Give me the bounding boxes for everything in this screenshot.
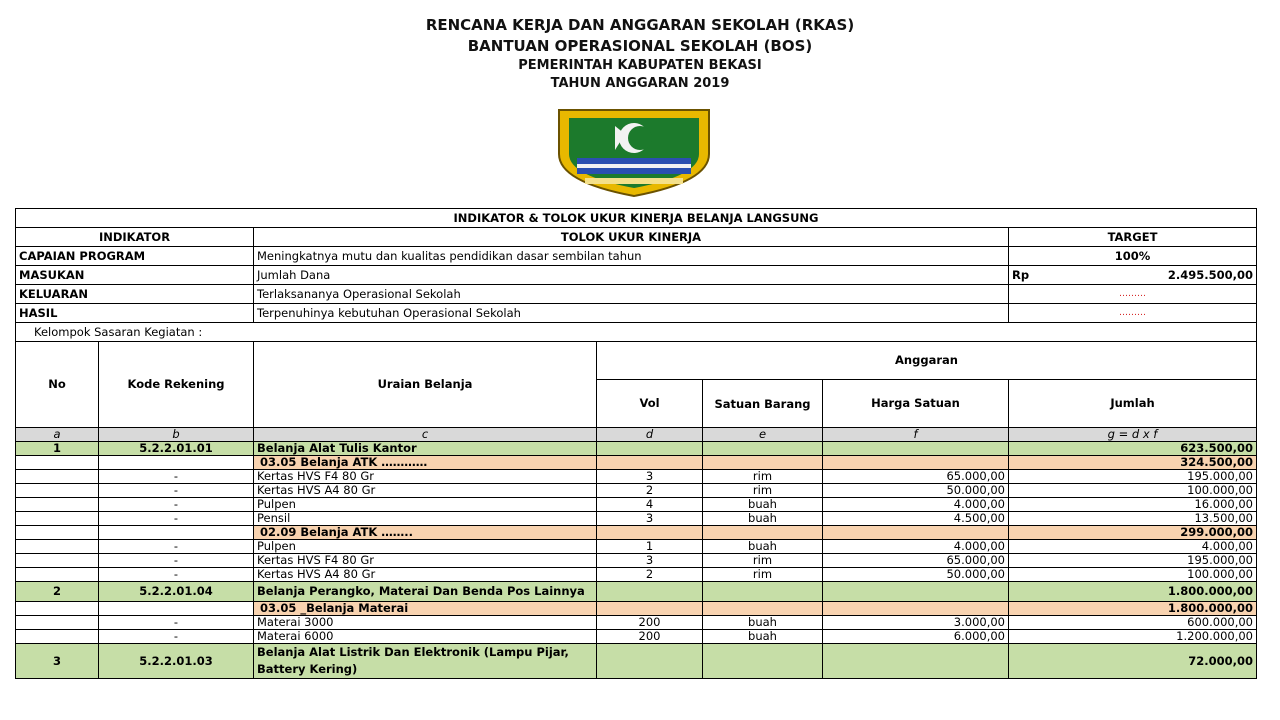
- indicator-row: [16, 285, 1257, 304]
- row-no: [16, 554, 99, 568]
- row-kode-rekening: 5.2.2.01.03: [99, 644, 254, 679]
- budget-row: [16, 616, 1257, 630]
- letter-cell: g = d x f: [1009, 428, 1257, 442]
- col-harga-satuan: Harga Satuan: [823, 380, 1009, 428]
- row-uraian: Kertas HVS A4 80 Gr: [254, 568, 597, 582]
- title-line-1: RENCANA KERJA DAN ANGGARAN SEKOLAH (RKAS): [425, 16, 855, 34]
- col-no: No: [16, 342, 99, 428]
- row-satuan: rim: [703, 568, 823, 582]
- row-jumlah: 100.000,00: [1009, 484, 1257, 498]
- title-line-4: TAHUN ANGGARAN 2019: [550, 76, 730, 91]
- row-no: [16, 630, 99, 644]
- row-vol: 3: [597, 554, 703, 568]
- row-no: [16, 526, 99, 540]
- budget-row: [16, 470, 1257, 484]
- row-vol: [597, 456, 703, 470]
- row-no: [16, 484, 99, 498]
- row-no: [16, 470, 99, 484]
- budget-row: [16, 498, 1257, 512]
- row-uraian: Belanja Perangko, Materai Dan Benda Pos Lainnya: [254, 582, 597, 602]
- letter-cell: d: [597, 428, 703, 442]
- row-kode-rekening: [99, 456, 254, 470]
- row-vol: 3: [597, 512, 703, 526]
- row-kode-rekening: 5.2.2.01.04: [99, 582, 254, 602]
- budget-row: [16, 582, 1257, 602]
- budget-row: [16, 568, 1257, 582]
- indicator-row: [16, 247, 1257, 266]
- row-uraian: 03.05 Belanja ATK …………: [254, 456, 597, 470]
- indicator-target: ………: [1009, 304, 1257, 323]
- row-no: [16, 540, 99, 554]
- row-jumlah: 195.000,00: [1009, 470, 1257, 484]
- row-satuan: buah: [703, 512, 823, 526]
- indicator-title: INDIKATOR & TOLOK UKUR KINERJA BELANJA LANGSUNG: [16, 209, 1257, 228]
- row-kode-rekening: [99, 526, 254, 540]
- row-uraian: Kertas HVS F4 80 Gr: [254, 554, 597, 568]
- row-satuan: rim: [703, 554, 823, 568]
- row-vol: 4: [597, 498, 703, 512]
- currency-label: Rp: [1012, 268, 1030, 282]
- indicator-label: KELUARAN: [16, 285, 254, 304]
- indicator-target-cell: [1009, 266, 1257, 285]
- row-harga-satuan: [823, 442, 1009, 456]
- indicator-target: ………: [1009, 285, 1257, 304]
- budget-row: [16, 602, 1257, 616]
- row-satuan: rim: [703, 484, 823, 498]
- row-harga-satuan: 65.000,00: [823, 470, 1009, 484]
- row-uraian: Materai 6000: [254, 630, 597, 644]
- row-vol: [597, 602, 703, 616]
- indicator-tolok: Meningkatnya mutu dan kualitas pendidikan dasar sembilan tahun: [254, 247, 1009, 266]
- row-uraian: 03.05 _Belanja Materai: [254, 602, 597, 616]
- col-uraian-belanja: Uraian Belanja: [254, 342, 597, 428]
- row-vol: [597, 526, 703, 540]
- budget-row: [16, 526, 1257, 540]
- indicator-label: HASIL: [16, 304, 254, 323]
- row-kode-rekening: -: [99, 470, 254, 484]
- row-satuan: [703, 456, 823, 470]
- row-kode-rekening: -: [99, 616, 254, 630]
- indicator-target: 2.495.500,00: [1167, 268, 1253, 282]
- row-harga-satuan: 50.000,00: [823, 568, 1009, 582]
- indicator-row: [16, 266, 1257, 285]
- budget-row: [16, 554, 1257, 568]
- row-no: [16, 512, 99, 526]
- column-letter-row: [16, 428, 1257, 442]
- row-kode-rekening: -: [99, 512, 254, 526]
- row-harga-satuan: [823, 602, 1009, 616]
- rkas-table: [15, 208, 1257, 679]
- indicator-tolok: Jumlah Dana: [254, 266, 1009, 285]
- row-jumlah: 100.000,00: [1009, 568, 1257, 582]
- row-vol: [597, 582, 703, 602]
- row-jumlah: 623.500,00: [1009, 442, 1257, 456]
- row-harga-satuan: 6.000,00: [823, 630, 1009, 644]
- indicator-label: MASUKAN: [16, 266, 254, 285]
- row-vol: 2: [597, 568, 703, 582]
- row-vol: [597, 442, 703, 456]
- row-satuan: [703, 442, 823, 456]
- row-uraian: 02.09 Belanja ATK ……..: [254, 526, 597, 540]
- row-no: 1: [16, 442, 99, 456]
- col-target: TARGET: [1009, 228, 1257, 247]
- row-jumlah: 13.500,00: [1009, 512, 1257, 526]
- row-jumlah: 1.200.000,00: [1009, 630, 1257, 644]
- row-harga-satuan: [823, 526, 1009, 540]
- row-uraian: Pulpen: [254, 498, 597, 512]
- row-satuan: [703, 526, 823, 540]
- row-harga-satuan: 65.000,00: [823, 554, 1009, 568]
- row-satuan: rim: [703, 470, 823, 484]
- row-vol: [597, 644, 703, 679]
- row-vol: 2: [597, 484, 703, 498]
- row-harga-satuan: [823, 456, 1009, 470]
- indicator-header-row: [16, 228, 1257, 247]
- kelompok-sasaran: Kelompok Sasaran Kegiatan :: [16, 323, 1257, 342]
- row-jumlah: 600.000,00: [1009, 616, 1257, 630]
- row-harga-satuan: [823, 582, 1009, 602]
- letter-cell: b: [99, 428, 254, 442]
- row-no: [16, 456, 99, 470]
- letter-cell: c: [254, 428, 597, 442]
- indicator-label: CAPAIAN PROGRAM: [16, 247, 254, 266]
- row-kode-rekening: -: [99, 568, 254, 582]
- bekasi-emblem-logo: [555, 104, 713, 198]
- row-no: [16, 498, 99, 512]
- row-harga-satuan: 4.500,00: [823, 512, 1009, 526]
- indicator-title-row: [16, 209, 1257, 228]
- row-uraian: Pensil: [254, 512, 597, 526]
- indicator-tolok: Terpenuhinya kebutuhan Operasional Sekolah: [254, 304, 1009, 323]
- col-satuan-barang: Satuan Barang: [703, 380, 823, 428]
- budget-rows: [16, 442, 1257, 679]
- row-uraian: Belanja Alat Tulis Kantor: [254, 442, 597, 456]
- row-uraian: Belanja Alat Listrik Dan Elektronik (Lampu Pijar, Battery Kering): [254, 644, 597, 679]
- indicator-row: [16, 304, 1257, 323]
- row-harga-satuan: 4.000,00: [823, 498, 1009, 512]
- col-kode-rekening: Kode Rekening: [99, 342, 254, 428]
- row-kode-rekening: -: [99, 630, 254, 644]
- row-satuan: buah: [703, 616, 823, 630]
- col-vol: Vol: [597, 380, 703, 428]
- budget-row: [16, 512, 1257, 526]
- indicator-tolok: Terlaksananya Operasional Sekolah: [254, 285, 1009, 304]
- row-uraian: Materai 3000: [254, 616, 597, 630]
- row-jumlah: 1.800.000,00: [1009, 582, 1257, 602]
- row-kode-rekening: 5.2.2.01.01: [99, 442, 254, 456]
- row-no: [16, 568, 99, 582]
- letter-cell: a: [16, 428, 99, 442]
- row-vol: 3: [597, 470, 703, 484]
- row-no: [16, 602, 99, 616]
- row-satuan: [703, 644, 823, 679]
- row-harga-satuan: 50.000,00: [823, 484, 1009, 498]
- row-uraian: Kertas HVS F4 80 Gr: [254, 470, 597, 484]
- row-kode-rekening: -: [99, 554, 254, 568]
- row-vol: 1: [597, 540, 703, 554]
- letter-cell: e: [703, 428, 823, 442]
- col-jumlah: Jumlah: [1009, 380, 1257, 428]
- col-indikator: INDIKATOR: [16, 228, 254, 247]
- row-jumlah: 324.500,00: [1009, 456, 1257, 470]
- row-jumlah: 72.000,00: [1009, 644, 1257, 679]
- row-satuan: buah: [703, 540, 823, 554]
- row-harga-satuan: [823, 644, 1009, 679]
- row-kode-rekening: [99, 602, 254, 616]
- row-satuan: buah: [703, 630, 823, 644]
- row-jumlah: 16.000,00: [1009, 498, 1257, 512]
- title-line-2: BANTUAN OPERASIONAL SEKOLAH (BOS): [467, 37, 813, 55]
- budget-row: [16, 540, 1257, 554]
- row-no: 3: [16, 644, 99, 679]
- kelompok-row: [16, 323, 1257, 342]
- row-kode-rekening: -: [99, 498, 254, 512]
- row-jumlah: 1.800.000,00: [1009, 602, 1257, 616]
- row-harga-satuan: 4.000,00: [823, 540, 1009, 554]
- row-vol: 200: [597, 616, 703, 630]
- budget-row: [16, 630, 1257, 644]
- row-satuan: buah: [703, 498, 823, 512]
- row-uraian: Kertas HVS A4 80 Gr: [254, 484, 597, 498]
- budget-row: [16, 442, 1257, 456]
- indicator-target: 100%: [1009, 247, 1257, 266]
- col-anggaran: Anggaran: [597, 342, 1257, 380]
- letter-cell: f: [823, 428, 1009, 442]
- budget-row: [16, 456, 1257, 470]
- title-line-3: PEMERINTAH KABUPATEN BEKASI: [518, 58, 762, 73]
- row-kode-rekening: -: [99, 540, 254, 554]
- budget-row: [16, 644, 1257, 679]
- row-kode-rekening: -: [99, 484, 254, 498]
- row-jumlah: 4.000,00: [1009, 540, 1257, 554]
- col-tolok-ukur: TOLOK UKUR KINERJA: [254, 228, 1009, 247]
- row-vol: 200: [597, 630, 703, 644]
- budget-row: [16, 484, 1257, 498]
- column-header-row: [16, 342, 1257, 380]
- row-jumlah: 299.000,00: [1009, 526, 1257, 540]
- row-satuan: [703, 602, 823, 616]
- row-jumlah: 195.000,00: [1009, 554, 1257, 568]
- row-harga-satuan: 3.000,00: [823, 616, 1009, 630]
- row-no: 2: [16, 582, 99, 602]
- row-no: [16, 616, 99, 630]
- row-uraian: Pulpen: [254, 540, 597, 554]
- row-satuan: [703, 582, 823, 602]
